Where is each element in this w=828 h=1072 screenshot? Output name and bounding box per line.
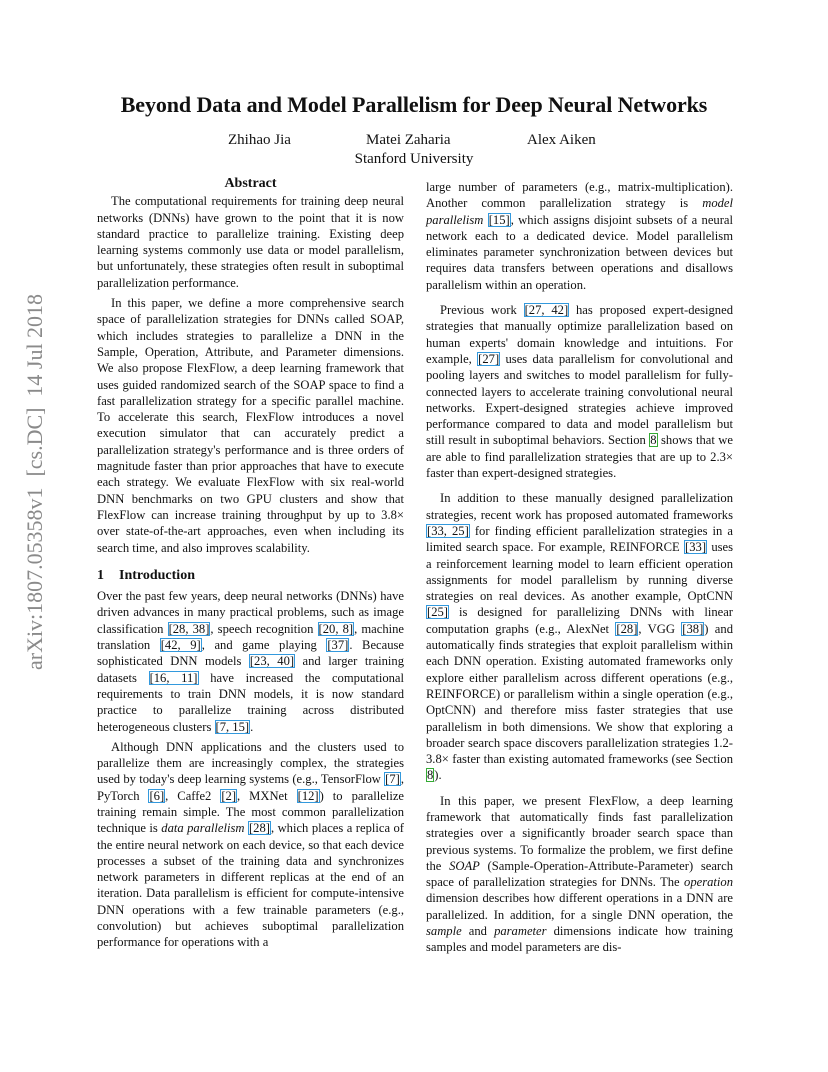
citation-link[interactable]: [16, 11] xyxy=(149,670,198,685)
citation-link[interactable]: [42, 9] xyxy=(160,638,201,653)
text-run: uses data parallelism for convolutional and pooling layers and switches to model parallelism for fully-connected layers to accelerate training convolutional neural networks. Expert-designed strategies achieve improved performance compared to data and model parallelism but still result in suboptimal behaviors. Section xyxy=(426,351,733,448)
intro-paragraph xyxy=(426,793,733,956)
section-heading-introduction xyxy=(97,568,404,584)
text-run: dimension describes how different operations in a DNN are parallelized. In addition, for a single DNN operation, the xyxy=(426,891,733,922)
citation-link[interactable]: [23, 40] xyxy=(249,654,295,669)
emphasis-text: parameter xyxy=(494,924,547,939)
arxiv-stamp xyxy=(21,292,49,672)
citation-link[interactable]: [12] xyxy=(297,788,319,803)
text-run: dimensions indicate how training samples and model parameters are dis- xyxy=(426,924,733,955)
section-reference-link[interactable]: 8 xyxy=(650,433,657,448)
text-run: large number of parameters (e.g., matrix-multiplication). Another common parallelization strategy is xyxy=(426,180,733,211)
author-affiliation: Stanford University xyxy=(354,151,474,167)
section-reference-link[interactable]: 8 xyxy=(427,768,434,783)
text-run: , PyTorch xyxy=(97,772,404,803)
citation-link[interactable]: [28, 38] xyxy=(168,621,210,636)
citation-link[interactable]: [2] xyxy=(221,788,237,803)
section-title: Introduction xyxy=(119,567,195,583)
text-run: . xyxy=(250,719,254,734)
paper-title: Beyond Data and Model Parallelism for Deep Neural Networks xyxy=(120,92,708,117)
emphasis-text: operation xyxy=(684,875,733,890)
citation-link[interactable]: [28] xyxy=(616,621,638,636)
author-name: Zhihao Jia xyxy=(228,132,291,148)
text-run: ). xyxy=(434,768,442,783)
text-run: ) and automatically finds strategies that exploit parallelism within each DNN operation. Existing automated frameworks only explore either parallelism across different operations (e.g., REINFORCE) or parallelism within a single operation (e.g., OptCNN) and therefore miss faster strategies that use parallelism in both dimensions. We show that exploring a broader search space discovers parallelization strategies 1.2-3.8× faster than existing automated frameworks (see Section xyxy=(426,621,733,767)
author-name: Matei Zaharia xyxy=(366,132,451,148)
abstract-paragraph: The computational requirements for training deep neural networks (DNNs) have grown to the point that it is now standard practice to parallelize training. Existing deep learning systems commonly use data or model parallelism, but unfortunately, these strategies often result in suboptimal parallelization performance. xyxy=(97,194,404,290)
section-number: 1 xyxy=(97,567,104,583)
text-run: , which assigns disjoint subsets of a neural network each to a dedicated device. Model parallelism eliminates parameter synchronization between devices but requires data transfers between operations and disallows parallelism within an operation. xyxy=(426,212,733,292)
author-name: Alex Aiken xyxy=(527,132,596,148)
text-run: and xyxy=(461,924,495,939)
text-run: Over the past few years, deep neural networks (DNNs) have driven advances in many practical problems, such as image classification xyxy=(97,589,404,636)
text-run: , and game playing xyxy=(201,638,327,653)
text-run: Previous work xyxy=(440,303,524,318)
author-list xyxy=(0,132,828,152)
citation-link[interactable]: [37] xyxy=(327,638,349,653)
intro-paragraph xyxy=(426,302,733,481)
citation-link[interactable]: [27] xyxy=(478,351,500,366)
text-run: , which places a replica of the entire neural network on each device, so that each device processes a subset of the training data and synchronizes network parameters in different replicas at the end of an iteration. Data parallelism is efficient for compute-intensive DNN operations with a few trainable parameters (e.g., convolution) but achieves suboptimal parallelization performance for operations with a xyxy=(97,821,404,950)
text-run: , VGG xyxy=(638,621,682,636)
text-run: has proposed expert-designed strategies that manually optimize parallelization based on human experts' domain knowledge and intuitions. For example, xyxy=(426,303,733,366)
text-run: . Because sophisticated DNN models xyxy=(97,638,405,669)
right-column xyxy=(426,179,733,965)
intro-paragraph xyxy=(97,739,404,951)
emphasis-text: sample xyxy=(426,924,462,939)
text-run: , machine translation xyxy=(97,621,404,653)
citation-link[interactable]: [7] xyxy=(385,772,400,787)
intro-paragraph xyxy=(97,588,404,735)
abstract-paragraph: In this paper, we define a more comprehensive search space of parallelization strategies for DNNs called SOAP, which includes strategies to parallelize a DNN in the Sample, Operation, Attribute, and Parameter dimensions. We also propose FlexFlow, a deep learning framework that uses guided randomized search of the SOAP space to find a fast parallelization strategy for a specific parallel machine. To accelerate this search, FlexFlow introduces a novel execution simulator that can accurately predict a parallelization strategy's performance and is three orders of magnitude faster than prior approaches that have to execute each strategy. We evaluate FlexFlow with six real-world DNN benchmarks on two GPU clusters and show that FlexFlow can increase training throughput by up to 3.8× over state-of-the-art approaches, even when including its search time, and also improves scalability. xyxy=(97,296,404,555)
text-run: , MXNet xyxy=(237,788,297,803)
text-run: (Sample-Operation-Attribute-Parameter) search space of parallelization strategies for DNNs. The xyxy=(426,858,733,890)
text-run: is designed for parallelizing DNNs with linear computation graphs (e.g., AlexNet xyxy=(426,605,733,636)
text-run: , speech recognition xyxy=(210,621,318,636)
citation-link[interactable]: [25] xyxy=(427,605,448,620)
citation-link[interactable]: [6] xyxy=(149,788,165,803)
text-run: In addition to these manually designed parallelization strategies, recent work has proposed automated frameworks xyxy=(426,491,733,522)
citation-link[interactable]: [15] xyxy=(488,212,510,227)
abstract-heading: Abstract xyxy=(224,176,277,191)
left-column xyxy=(97,176,404,955)
citation-link[interactable]: [33] xyxy=(685,540,707,555)
arxiv-stamp-graphic xyxy=(21,292,49,672)
emphasis-text: SOAP xyxy=(449,858,480,873)
text-run: and larger training datasets xyxy=(97,654,404,685)
citation-link[interactable]: [33, 25] xyxy=(427,523,469,538)
text-run: uses a reinforcement learning model to learn efficient operation assignments for model parallelism by running diverse strategies on real devices. As another example, OptCNN xyxy=(426,540,734,604)
citation-link[interactable]: [38] xyxy=(682,621,704,636)
citation-link[interactable]: [28] xyxy=(248,821,270,836)
text-run: , Caffe2 xyxy=(165,788,221,803)
emphasis-text: data parallelism xyxy=(161,821,245,836)
text-run: shows that we are able to find parallelization strategies that are up to 2.3× faster than expert-designed strategies. xyxy=(426,433,733,481)
intro-paragraph xyxy=(426,179,733,293)
text-run: for finding efficient parallelization strategies in a limited search space. For example, REINFORCE xyxy=(426,523,734,555)
text-run: have increased the computational requirements to train DNN models, it is now standard practice to parallelize training across distributed heterogeneous clusters xyxy=(97,670,405,734)
emphasis-text: model parallelism xyxy=(426,196,733,227)
text-run: In this paper, we present FlexFlow, a deep learning framework that automatically finds fast parallelization strategies over a significantly broader search space than previous systems. To formalize the problem, we first define the xyxy=(426,793,733,873)
citation-link[interactable]: [7, 15] xyxy=(215,719,250,734)
arxiv-stamp-text: arXiv:1807.05358v1 [cs.DC] 14 Jul 2018 xyxy=(22,293,47,670)
citation-link[interactable]: [27, 42] xyxy=(524,303,569,318)
text-run: ) to parallelize training remain simple. The most common parallelization technique is xyxy=(97,788,405,836)
intro-paragraph xyxy=(426,490,733,783)
text-run: Although DNN applications and the clusters used to parallelize them are increasingly complex, the strategies used by today's deep learning systems (e.g., TensorFlow xyxy=(97,739,404,787)
citation-link[interactable]: [20, 8] xyxy=(318,621,354,636)
